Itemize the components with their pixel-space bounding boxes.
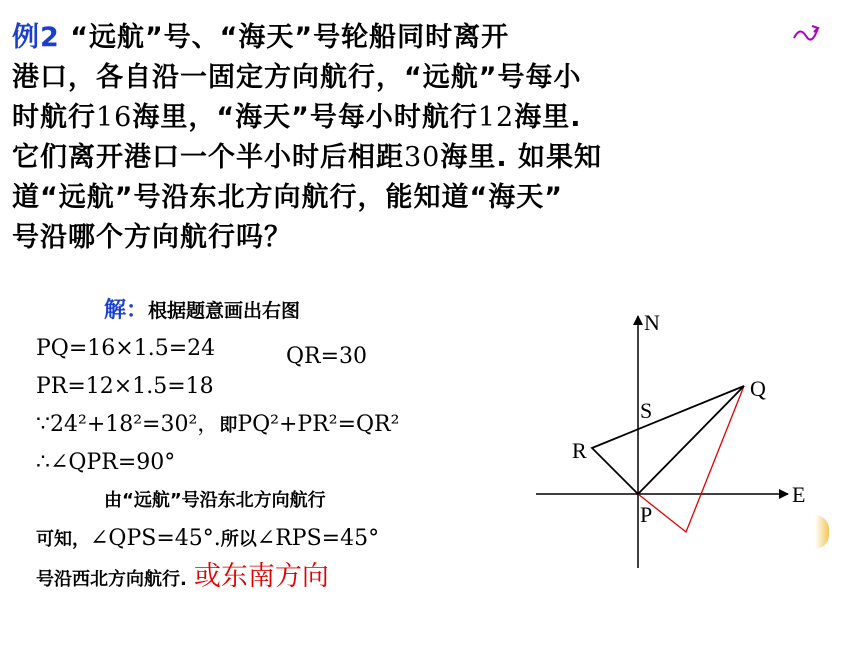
therefore-symbol: ∴ <box>36 450 50 475</box>
label-s: S <box>640 398 653 423</box>
conclusion-line <box>36 520 536 558</box>
solution-intro: 根据题意画出右图 <box>148 300 301 322</box>
problem-line-4 <box>12 138 852 178</box>
conclusion-text: 可知， <box>36 529 90 550</box>
reason-line: 由“远航”号沿东北方向航行 <box>104 490 326 511</box>
direction-diagram <box>520 300 810 580</box>
solution-label: 解： <box>104 298 149 323</box>
qr-equation: QR=30 <box>286 344 368 369</box>
pq-equation: PQ=16×1.5=24 <box>36 336 216 361</box>
label-r: R <box>572 438 587 463</box>
solution <box>36 292 536 596</box>
problem-text: 海里. 如果知 <box>440 142 603 173</box>
problem-number: 30 <box>404 142 441 173</box>
problem-line-2: 港口，各自沿一固定方向航行，“远航”号每小 <box>12 62 582 93</box>
right-angle-result: ∠QPR=90° <box>50 450 176 475</box>
ie-text: 即 <box>219 415 238 436</box>
because-line <box>36 406 536 444</box>
label-p: P <box>640 502 653 527</box>
slide-edge-decoration <box>815 515 829 549</box>
pythagorean-values: 24²+18²=30²， <box>50 412 220 437</box>
problem-text: 海里. <box>514 102 582 133</box>
problem-line-5: 道“远航”号沿东北方向航行，能知道“海天” <box>12 182 563 213</box>
label-n: N <box>644 310 660 335</box>
because-symbol: ∵ <box>36 412 50 437</box>
problem-line-3 <box>12 98 852 138</box>
label-e: E <box>792 482 806 507</box>
problem-number: 16 <box>96 102 133 133</box>
main-triangle <box>592 386 744 494</box>
pythagorean-sides: PQ²+PR²=QR² <box>237 412 400 437</box>
answer-text: 号沿西北方向航行. <box>36 569 187 590</box>
label-q: Q <box>750 376 766 401</box>
problem-number: 12 <box>477 102 515 133</box>
problem-text: 时航行 <box>12 102 96 133</box>
therefore-line <box>36 444 536 482</box>
problem-text: 海里，“海天”号每小时航行 <box>132 102 478 133</box>
pr-equation: PR=12×1.5=18 <box>36 374 214 399</box>
problem-statement <box>12 18 852 258</box>
alternative-answer: 或东南方向 <box>193 561 329 592</box>
answer-line <box>36 558 536 596</box>
problem-text: 它们离开港口一个半小时后相距 <box>12 142 404 173</box>
angle-rps: ∠RPS=45° <box>256 526 380 551</box>
problem-line-1 <box>12 18 852 58</box>
animation-mark-icon <box>792 22 822 46</box>
solution-heading <box>36 292 536 330</box>
angle-qps: ∠QPS=45°. <box>90 526 221 551</box>
conclusion-text: 所以 <box>220 529 257 550</box>
example-label: 例2 <box>12 22 60 53</box>
problem-line-6: 号沿哪个方向航行吗？ <box>12 222 292 253</box>
problem-text: “远航”号、“海天”号轮船同时离开 <box>59 22 510 53</box>
